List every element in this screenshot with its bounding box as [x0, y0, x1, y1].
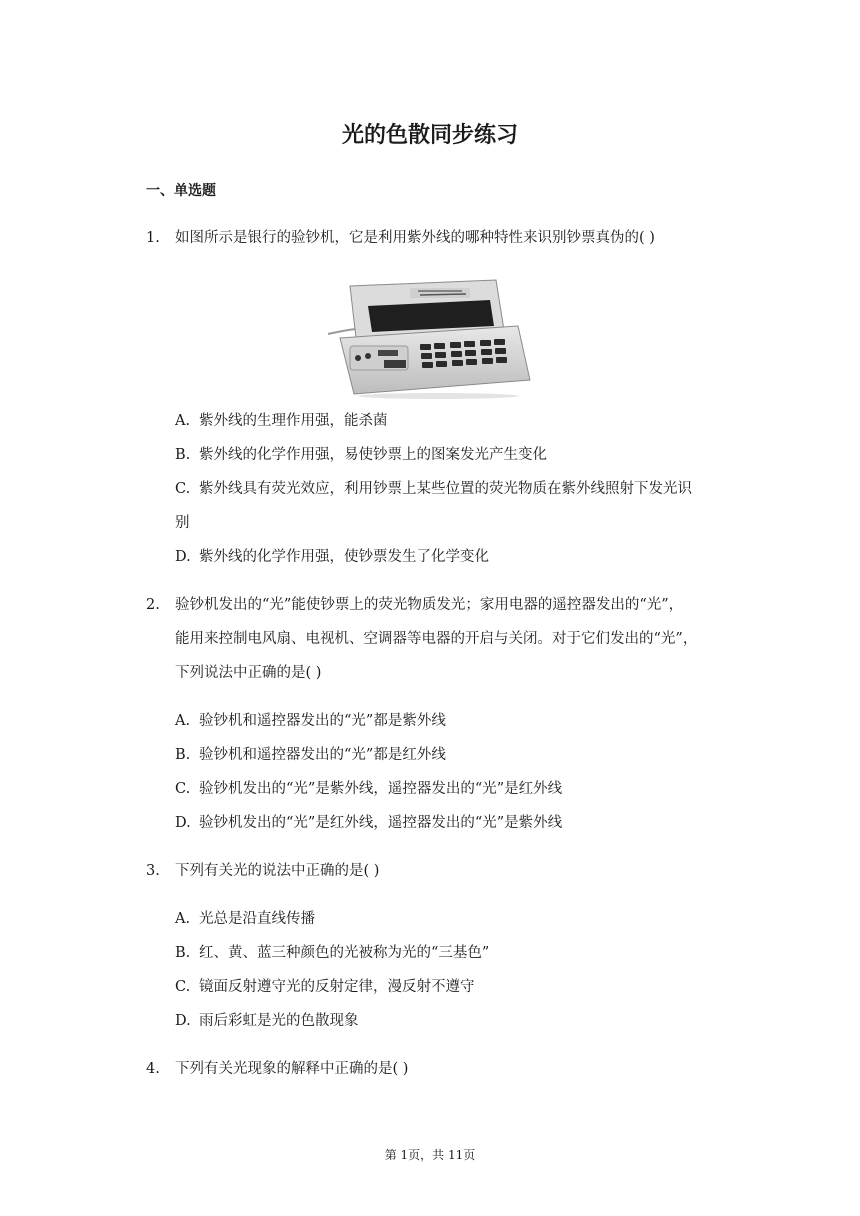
option-letter: B. [175, 747, 191, 763]
page-footer: 第 1页，共 11页 [384, 1148, 476, 1162]
option-text: 紫外线具有荧光效应，利用钞票上某些位置的荧光物质在紫外线照射下发光识 [199, 481, 692, 497]
option-text: 雨后彩虹是光的色散现象 [199, 1013, 359, 1029]
option-1c-continuation [175, 506, 730, 540]
option-1c [175, 472, 730, 506]
question-stem-line: 能用来控制电风扇、电视机、空调器等电器的开启与关闭。对于它们发出的“光”， [175, 631, 698, 647]
option-3a [175, 902, 730, 936]
option-letter: C. [175, 481, 191, 497]
question-1 [146, 221, 726, 255]
page-title: 光的色散同步练习 [341, 123, 518, 148]
option-letter: D. [175, 815, 191, 831]
option-text-continued: 别 [175, 515, 190, 531]
option-letter: A. [175, 413, 191, 429]
option-letter: A. [175, 713, 191, 729]
question-2 [146, 588, 726, 690]
option-text: 验钞机和遥控器发出的“光”都是紫外线 [199, 713, 446, 729]
option-text: 镜面反射遵守光的反射定律，漫反射不遵守 [199, 979, 475, 995]
option-letter: B. [175, 945, 191, 961]
option-3d [175, 1004, 730, 1038]
question-number: 2. [146, 597, 160, 613]
option-2b [175, 738, 730, 772]
option-text: 光总是沿直线传播 [199, 911, 315, 927]
question-stem: 下列有关光现象的解释中正确的是( ) [175, 1061, 409, 1077]
option-3c [175, 970, 730, 1004]
question-number: 1. [146, 230, 160, 246]
option-2d [175, 806, 730, 840]
option-text: 验钞机发出的“光”是红外线，遥控器发出的“光”是紫外线 [199, 815, 563, 831]
option-text: 红、黄、蓝三种颜色的光被称为光的“三基色” [199, 945, 490, 961]
option-letter: C. [175, 781, 191, 797]
question-stem: 如图所示是银行的验钞机，它是利用紫外线的哪种特性来识别钞票真伪的( ) [175, 230, 655, 246]
question-3 [146, 854, 726, 888]
question-4 [146, 1052, 726, 1086]
option-letter: D. [175, 549, 191, 565]
option-text: 验钞机发出的“光”是紫外线，遥控器发出的“光”是红外线 [199, 781, 563, 797]
option-2c [175, 772, 730, 806]
question-stem-line: 验钞机发出的“光”能使钞票上的荧光物质发光；家用电器的遥控器发出的“光”， [175, 597, 684, 613]
option-text: 验钞机和遥控器发出的“光”都是红外线 [199, 747, 446, 763]
question-number: 3. [146, 863, 160, 879]
option-1a [175, 404, 730, 438]
option-letter: D. [175, 1013, 191, 1029]
banknote-detector-machine-icon [328, 276, 532, 400]
option-1b [175, 438, 730, 472]
option-3b [175, 936, 730, 970]
option-letter: A. [175, 911, 191, 927]
option-text: 紫外线的生理作用强，能杀菌 [199, 413, 388, 429]
question-stem: 下列有关光的说法中正确的是( ) [175, 863, 380, 879]
option-letter: B. [175, 447, 191, 463]
question-number: 4. [146, 1061, 160, 1077]
option-letter: C. [175, 979, 191, 995]
option-text: 紫外线的化学作用强，易使钞票上的图案发光产生变化 [199, 447, 547, 463]
option-1d [175, 540, 730, 574]
question-stem-line: 下列说法中正确的是( ) [175, 665, 322, 681]
option-2a [175, 704, 730, 738]
option-text: 紫外线的化学作用强，使钞票发生了化学变化 [199, 549, 489, 565]
section-title: 一、单选题 [146, 183, 216, 199]
